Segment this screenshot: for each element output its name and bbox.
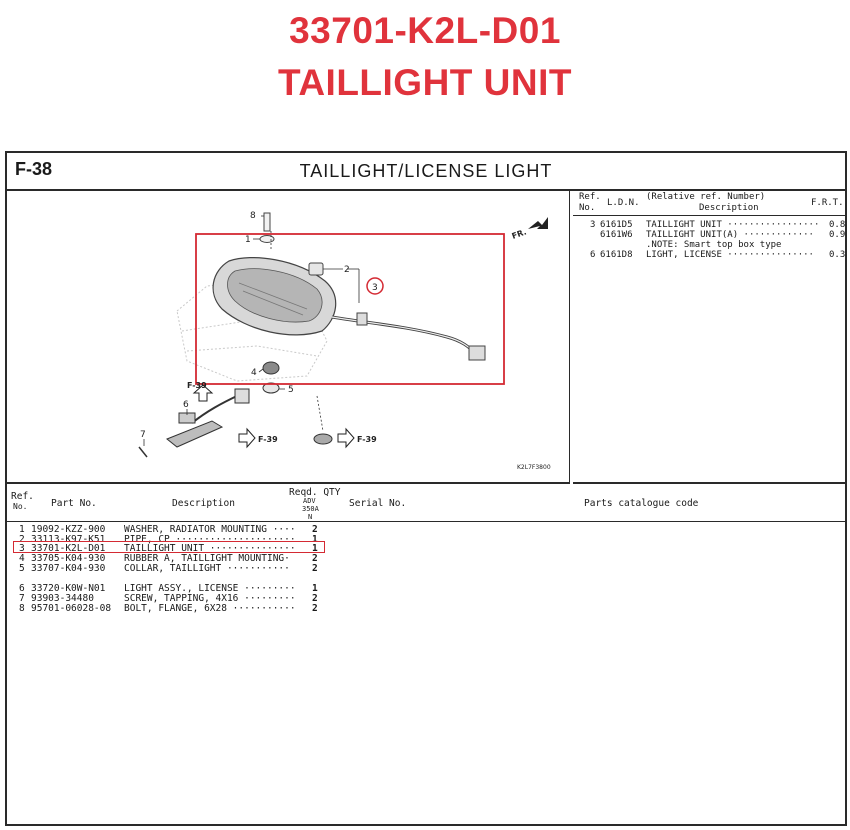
row-code: 6161W6: [600, 230, 633, 240]
figure-title: TAILLIGHT/LICENSE LIGHT: [299, 161, 553, 181]
row-qty: 2: [312, 603, 318, 614]
row-qty: 2: [312, 563, 318, 574]
row-frt: 0.9: [829, 230, 846, 240]
table-row: [7, 593, 845, 603]
rubber-part: [263, 362, 279, 374]
row-desc: RUBBER A, TAILLIGHT MOUNTING·: [124, 553, 290, 564]
part-name-title: TAILLIGHT UNIT: [277, 62, 573, 103]
no-header: No.: [13, 502, 28, 511]
row-part-no[interactable]: 33701-K2L-D01: [31, 543, 106, 554]
row-part-no[interactable]: 33113-K97-K51: [31, 534, 106, 545]
callout-2: 2: [344, 265, 350, 275]
row-desc: SCREW, TAPPING, 4X16 ·········: [124, 593, 296, 604]
row-ref: 6: [19, 583, 25, 594]
callout-8: 8: [250, 211, 256, 221]
row-qty: 2: [312, 593, 318, 604]
ref-header: Ref.: [11, 491, 34, 502]
washer-part: [260, 236, 274, 243]
model-header: 350A: [302, 505, 319, 513]
f39-ref-arrow-icon: [239, 429, 255, 447]
row-part-no[interactable]: 33705-K04-930: [31, 553, 106, 564]
row-frt: 0.3: [829, 250, 846, 260]
callout-1: 1: [245, 235, 251, 245]
row-ref: 3: [590, 220, 596, 230]
row-qty: 2: [312, 553, 318, 564]
collar-part: [309, 263, 323, 275]
serial-header: Serial No.: [349, 498, 407, 509]
row-part-no[interactable]: 19092-KZZ-900: [31, 524, 106, 535]
row-ref: 7: [19, 593, 25, 604]
ldn-header: L.D.N.: [607, 198, 640, 208]
diagram-drawing: [7, 191, 570, 484]
callout-3: 3: [372, 283, 378, 293]
reqd-qty-header: Reqd. QTY: [289, 487, 341, 498]
row-part-no[interactable]: 95701-06028-08: [31, 603, 112, 614]
row-ref: 4: [19, 553, 25, 564]
row-qty: 1: [312, 543, 318, 554]
drawing-code: K2L7F3800: [517, 464, 551, 471]
row-desc: .NOTE: Smart top box type: [646, 240, 782, 250]
catalogue-header: Parts catalogue code: [584, 498, 699, 509]
part-no-header: Part No.: [51, 498, 97, 509]
row-desc: TAILLIGHT UNIT(A) ·············: [646, 230, 814, 240]
license-light-shape: [139, 389, 249, 457]
table-row: [7, 524, 845, 534]
table-row: [7, 603, 845, 613]
description-header: Description: [172, 498, 235, 509]
f39-ref-label: F-39: [258, 435, 278, 444]
row-ref: 3: [19, 543, 25, 554]
table-row: [7, 553, 845, 563]
row-desc: LIGHT ASSY., LICENSE ·········: [124, 583, 296, 594]
row-desc: BOLT, FLANGE, 6X28 ···········: [124, 603, 296, 614]
f39-ref-label: F-39: [187, 381, 207, 390]
row-ref: 5: [19, 563, 25, 574]
flat-rate-row: [573, 250, 845, 261]
row-frt: 0.8: [829, 220, 846, 230]
row-ref: 8: [19, 603, 25, 614]
bolt-part: [264, 213, 270, 231]
exploded-diagram: [7, 191, 570, 484]
figure-code: F-38: [15, 159, 53, 179]
row-qty: 1: [312, 583, 318, 594]
desc-header: Description: [699, 203, 759, 213]
row-code: 6161D8: [600, 250, 633, 260]
f39-ref-label: F-39: [357, 435, 377, 444]
row-ref: 1: [19, 524, 25, 535]
table-row: [7, 583, 845, 593]
callout-4: 4: [251, 368, 257, 378]
parts-list-table: [7, 486, 845, 824]
row-part-no[interactable]: 93903-34480: [31, 593, 94, 604]
model-header: ADV: [303, 497, 316, 505]
clip-part: [314, 434, 332, 444]
row-ref: 6: [590, 250, 596, 260]
part-number-title: 33701-K2L-D01: [289, 10, 561, 51]
row-code: 6161D5: [600, 220, 633, 230]
table-row: [7, 563, 845, 573]
table-row-selected: [7, 543, 845, 553]
row-part-no[interactable]: 33707-K04-930: [31, 563, 106, 574]
callout-5: 5: [288, 385, 294, 395]
row-desc: LIGHT, LICENSE ················: [646, 250, 814, 260]
row-ref: 2: [19, 534, 25, 545]
row-qty: 2: [312, 524, 318, 535]
row-desc: TAILLIGHT UNIT ·················: [646, 220, 820, 230]
flat-rate-panel: [573, 191, 845, 484]
row-part-no[interactable]: 33720-K0W-N01: [31, 583, 106, 594]
model-header: N: [308, 513, 313, 521]
callout-6: 6: [183, 400, 189, 410]
row-qty: 1: [312, 534, 318, 545]
front-label: FR.: [510, 227, 528, 241]
f39-ref-arrow-icon: [338, 429, 354, 447]
callout-7: 7: [140, 430, 146, 440]
row-desc: TAILLIGHT UNIT ···············: [124, 543, 296, 554]
figure-titlebar: [7, 153, 845, 191]
row-desc: WASHER, RADIATOR MOUNTING ····: [124, 524, 296, 535]
row-desc: COLLAR, TAILLIGHT ···········: [124, 563, 290, 574]
flat-rate-header: [573, 191, 845, 216]
relative-header: (Relative ref. Number): [646, 192, 766, 202]
no-header: No.: [579, 203, 596, 213]
front-arrow-icon: [528, 217, 548, 229]
parts-catalogue-sheet: [5, 151, 847, 826]
ref-header: Ref.: [579, 192, 601, 202]
parts-list-header: [7, 486, 845, 522]
frt-header: F.R.T.: [811, 198, 844, 208]
row-desc: PIPE, CP ·····················: [124, 534, 296, 545]
